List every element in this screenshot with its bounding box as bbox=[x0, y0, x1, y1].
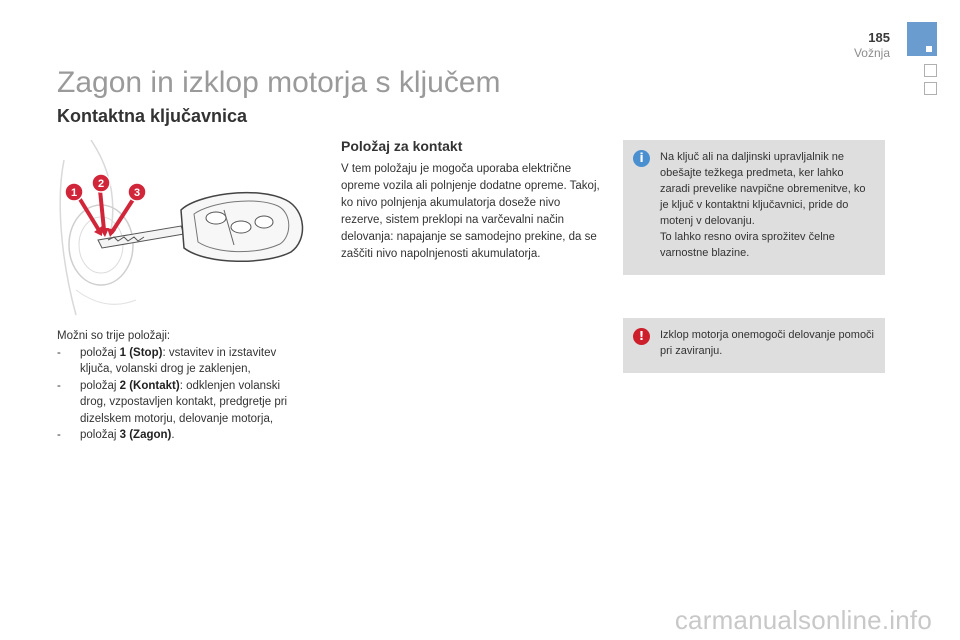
list-item bbox=[57, 378, 307, 428]
callout-label: 3 bbox=[133, 187, 141, 199]
warning-note-text: Izklop motorja onemogoči delovanje pomoči pri zaviranju. bbox=[660, 329, 875, 357]
info-note-paragraph-2: To lahko resno ovira sprožitev čelne varnostne blazine. bbox=[660, 231, 835, 259]
info-note-text bbox=[660, 149, 875, 261]
position-prefix: položaj bbox=[80, 346, 120, 359]
list-item bbox=[57, 427, 307, 444]
contact-position-text: V tem položaju je mogoča uporaba električne opreme vozila ali polnjenje dodatne opreme. Takoj, ko nivo polnjenja akumulatorja doseže nivo rezerve, sistem preklopi na varčevalni način delovanja: napajanje se samodejno prekine, da se zaščiti nivo napolnjenosti akumulatorja. bbox=[341, 163, 600, 260]
callout-3 bbox=[128, 183, 146, 201]
position-name: 1 (Stop) bbox=[119, 346, 163, 359]
ignition-key-illustration bbox=[56, 140, 318, 320]
info-note bbox=[623, 140, 885, 275]
warning-icon: ! bbox=[633, 328, 650, 345]
position-description: : odklenjen volanski drog, vzpostavljen kontakt, predgretje pri dizelskem motorju, delovanje motorja, bbox=[80, 379, 288, 425]
page-title: Zagon in izklop motorja s ključem bbox=[57, 66, 501, 99]
position-name: 3 (Zagon) bbox=[119, 429, 172, 441]
info-note-paragraph: Na ključ ali na daljinski upravljalnik ne obešajte težkega predmeta, ker lahko zaradi prevelike navpične obremenitve, ko je ključ v kontaktni ključavnici, pride do motenj v delovanju. bbox=[660, 151, 866, 227]
position-description: . bbox=[171, 429, 175, 441]
warning-note bbox=[623, 318, 885, 373]
positions-intro: Možni so trije položaji: bbox=[57, 330, 171, 342]
list-dash: - bbox=[57, 346, 61, 359]
watermark: carmanualsonline.info bbox=[674, 605, 932, 635]
key-positions-list bbox=[57, 328, 307, 444]
info-icon: i bbox=[633, 150, 650, 167]
position-name: 2 (Kontakt) bbox=[119, 379, 180, 392]
position-prefix: položaj bbox=[80, 379, 120, 392]
list-item bbox=[57, 345, 307, 378]
list-dash: - bbox=[57, 429, 61, 441]
callout-label: 2 bbox=[97, 178, 105, 190]
chapter-tab[interactable] bbox=[924, 82, 937, 95]
list-dash: - bbox=[57, 379, 61, 392]
section-label: Vožnja bbox=[853, 46, 890, 60]
chapter-tab[interactable] bbox=[924, 64, 937, 77]
position-prefix: položaj bbox=[80, 429, 120, 441]
chapter-tab-active[interactable] bbox=[907, 22, 937, 56]
section-title: Kontaktna ključavnica bbox=[57, 106, 248, 126]
contact-position-title: Položaj za kontakt bbox=[341, 138, 463, 154]
position-description: : vstavitev in izstavitev ključa, volanski drog je zaklenjen, bbox=[80, 346, 277, 375]
callout-1 bbox=[65, 183, 83, 201]
callout-2 bbox=[92, 174, 110, 192]
page-number: 185 bbox=[868, 30, 890, 45]
callout-label: 1 bbox=[70, 187, 78, 199]
